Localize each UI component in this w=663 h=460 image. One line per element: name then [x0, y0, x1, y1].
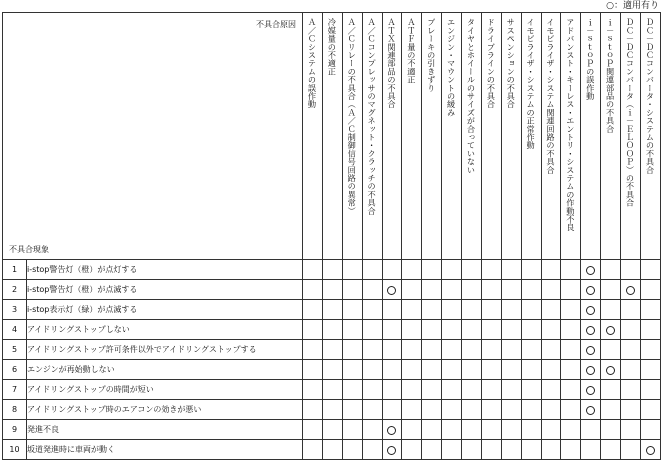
- applicability-cell: [501, 320, 521, 340]
- applicability-cell: [442, 420, 462, 440]
- row-number: 3: [3, 300, 27, 320]
- cause-label: エンジン・マウントの緩み: [446, 18, 457, 117]
- cause-label: イモビライザ・システム関連回路の不具合: [545, 18, 556, 174]
- cause-label: 冷媒量の不適正: [327, 18, 338, 76]
- applicability-cell: [581, 380, 601, 400]
- cause-header-12: [521, 13, 541, 260]
- applicability-cell: [621, 320, 641, 340]
- symptom-text: i-stop警告灯（橙）が点灯する: [27, 260, 303, 280]
- applicability-cell: [561, 400, 581, 420]
- applicability-cell: [521, 300, 541, 320]
- applicability-cell: [382, 280, 402, 300]
- applicable-circle-icon: [586, 406, 595, 415]
- cause-header-11: [501, 13, 521, 260]
- applicability-cell: [322, 300, 342, 320]
- applicability-cell: [481, 340, 501, 360]
- applicability-cell: [640, 380, 660, 400]
- applicability-cell: [422, 280, 442, 300]
- applicability-cell: [481, 380, 501, 400]
- applicability-cell: [303, 300, 323, 320]
- applicability-cell: [322, 400, 342, 420]
- applicability-cell: [601, 280, 621, 300]
- applicability-cell: [462, 360, 482, 380]
- applicability-cell: [541, 380, 561, 400]
- applicability-cell: [481, 320, 501, 340]
- applicability-cell: [342, 320, 362, 340]
- applicability-cell: [481, 360, 501, 380]
- applicability-cell: [521, 360, 541, 380]
- cause-label: ドライブラインの不具合: [486, 18, 497, 109]
- applicability-cell: [422, 320, 442, 340]
- applicability-cell: [640, 280, 660, 300]
- applicability-cell: [442, 280, 462, 300]
- applicability-cell: [541, 420, 561, 440]
- symptom-text: アイドリングストップ許可条件以外でアイドリングストップする: [27, 340, 303, 360]
- symptom-text: エンジンが再始動しない: [27, 360, 303, 380]
- applicability-cell: [521, 400, 541, 420]
- applicability-cell: [362, 440, 382, 460]
- applicability-cell: [640, 260, 660, 280]
- applicability-cell: [521, 320, 541, 340]
- applicability-cell: [621, 340, 641, 360]
- applicability-cell: [362, 260, 382, 280]
- cause-label: ＡＴＸ関連部品の不具合: [386, 18, 397, 109]
- applicability-cell: [601, 360, 621, 380]
- applicability-cell: [501, 300, 521, 320]
- applicability-cell: [581, 440, 601, 460]
- cause-label: ＡＴＦ量の不適正: [406, 18, 417, 84]
- applicability-cell: [402, 320, 422, 340]
- header-row: [3, 13, 661, 260]
- cause-header-13: [541, 13, 561, 260]
- applicable-circle-icon: [586, 266, 595, 275]
- applicability-cell: [640, 400, 660, 420]
- applicability-cell: [621, 400, 641, 420]
- applicability-cell: [303, 340, 323, 360]
- applicability-cell: [640, 440, 660, 460]
- applicability-cell: [581, 400, 601, 420]
- symptom-text: アイドリングストップしない: [27, 320, 303, 340]
- applicability-cell: [621, 300, 641, 320]
- applicability-cell: [442, 260, 462, 280]
- row-number: 1: [3, 260, 27, 280]
- applicability-cell: [621, 440, 641, 460]
- table-row: [3, 440, 661, 460]
- cause-label: ブレーキの引きずり: [426, 18, 437, 92]
- applicability-cell: [442, 300, 462, 320]
- applicability-cell: [322, 440, 342, 460]
- cause-header-18: [640, 13, 660, 260]
- cause-label: ＤＣ－ＤＣコンバータ（ｉ－ＥＬＯＯＰ）の不具合: [625, 18, 636, 207]
- applicability-cell: [442, 400, 462, 420]
- applicability-cell: [541, 260, 561, 280]
- cause-header-7: [422, 13, 442, 260]
- symptom-text: i-stop表示灯（緑）が点滅する: [27, 300, 303, 320]
- applicable-circle-icon: [586, 286, 595, 295]
- applicability-cell: [601, 300, 621, 320]
- table-row: [3, 400, 661, 420]
- applicable-circle-icon: [387, 286, 396, 295]
- applicability-cell: [342, 300, 362, 320]
- applicability-cell: [581, 280, 601, 300]
- symptom-axis-label: 不具合現象: [9, 245, 49, 254]
- applicability-cell: [462, 340, 482, 360]
- applicability-cell: [382, 300, 402, 320]
- cause-header-16: [601, 13, 621, 260]
- cause-header-15: [581, 13, 601, 260]
- applicability-cell: [342, 360, 362, 380]
- applicability-cell: [422, 260, 442, 280]
- applicability-cell: [362, 400, 382, 420]
- applicability-cell: [581, 360, 601, 380]
- cause-label: Ａ／Ｃリレーの不具合（Ａ／Ｃ制御信号回路の異常）: [347, 18, 358, 215]
- applicability-cell: [402, 360, 422, 380]
- applicability-cell: [581, 340, 601, 360]
- applicable-circle-icon: [586, 326, 595, 335]
- applicability-cell: [382, 320, 402, 340]
- applicability-cell: [362, 320, 382, 340]
- applicability-cell: [402, 440, 422, 460]
- cause-label: アドバンスト・キーレス・エントリ・システムの作動不良: [565, 18, 576, 232]
- applicability-cell: [382, 380, 402, 400]
- applicability-cell: [342, 380, 362, 400]
- applicability-cell: [322, 320, 342, 340]
- applicability-cell: [362, 280, 382, 300]
- symptom-text: i-stop警告灯（橙）が点滅する: [27, 280, 303, 300]
- applicability-cell: [521, 280, 541, 300]
- applicability-cell: [621, 420, 641, 440]
- applicability-cell: [481, 440, 501, 460]
- applicability-cell: [541, 340, 561, 360]
- applicability-cell: [501, 280, 521, 300]
- applicability-cell: [481, 280, 501, 300]
- applicable-circle-icon: [586, 366, 595, 375]
- row-number: 10: [3, 440, 27, 460]
- applicability-cell: [303, 280, 323, 300]
- applicability-cell: [501, 420, 521, 440]
- row-number: 9: [3, 420, 27, 440]
- applicability-cell: [462, 280, 482, 300]
- applicability-cell: [621, 380, 641, 400]
- cause-header-8: [442, 13, 462, 260]
- applicability-cell: [462, 320, 482, 340]
- cause-header-6: [402, 13, 422, 260]
- applicable-circle-icon: [606, 326, 615, 335]
- applicability-cell: [601, 340, 621, 360]
- legend: ○：適用有り: [606, 1, 659, 11]
- row-number: 5: [3, 340, 27, 360]
- applicability-cell: [541, 360, 561, 380]
- cause-axis-label: 不具合原因: [256, 20, 296, 29]
- row-number: 7: [3, 380, 27, 400]
- applicability-cell: [402, 280, 422, 300]
- applicability-cell: [501, 440, 521, 460]
- table-body: [3, 260, 661, 460]
- applicability-cell: [342, 340, 362, 360]
- applicability-cell: [481, 260, 501, 280]
- applicability-cell: [462, 400, 482, 420]
- applicability-cell: [640, 320, 660, 340]
- applicability-cell: [402, 400, 422, 420]
- row-number: 2: [3, 280, 27, 300]
- applicability-cell: [481, 300, 501, 320]
- cause-label: Ａ／Ｃコンプレッサのマグネット・クラッチの不具合: [367, 18, 378, 215]
- applicability-cell: [561, 360, 581, 380]
- applicability-cell: [362, 420, 382, 440]
- applicability-cell: [561, 440, 581, 460]
- applicability-cell: [561, 300, 581, 320]
- applicability-cell: [581, 260, 601, 280]
- applicability-cell: [462, 440, 482, 460]
- applicability-cell: [561, 280, 581, 300]
- applicability-cell: [382, 260, 402, 280]
- applicability-cell: [501, 260, 521, 280]
- applicability-cell: [501, 380, 521, 400]
- applicability-cell: [303, 440, 323, 460]
- applicability-cell: [382, 340, 402, 360]
- cause-symptom-table: [2, 12, 661, 460]
- table-row: [3, 260, 661, 280]
- applicability-cell: [601, 440, 621, 460]
- applicability-cell: [521, 440, 541, 460]
- applicability-cell: [402, 340, 422, 360]
- applicability-cell: [541, 280, 561, 300]
- applicability-cell: [462, 380, 482, 400]
- applicability-cell: [362, 340, 382, 360]
- applicability-cell: [481, 420, 501, 440]
- applicability-cell: [402, 300, 422, 320]
- applicability-cell: [561, 340, 581, 360]
- cause-label: ｉ－ｓｔｏｐ関連部品の不具合: [605, 18, 616, 133]
- table-row: [3, 300, 661, 320]
- applicability-cell: [481, 400, 501, 420]
- applicability-cell: [561, 380, 581, 400]
- applicable-circle-icon: [586, 306, 595, 315]
- applicability-cell: [322, 380, 342, 400]
- applicability-cell: [422, 380, 442, 400]
- applicability-cell: [303, 320, 323, 340]
- applicability-cell: [442, 380, 462, 400]
- applicability-cell: [303, 360, 323, 380]
- applicability-cell: [640, 340, 660, 360]
- applicability-cell: [521, 380, 541, 400]
- row-number: 6: [3, 360, 27, 380]
- applicability-cell: [422, 440, 442, 460]
- table-row: [3, 340, 661, 360]
- applicability-cell: [541, 320, 561, 340]
- symptom-text: 坂道発進時に車両が動く: [27, 440, 303, 460]
- corner-header: [3, 13, 303, 260]
- applicability-cell: [541, 440, 561, 460]
- cause-header-9: [462, 13, 482, 260]
- applicability-cell: [561, 260, 581, 280]
- cause-label: イモビライザ・システムの正常作動: [526, 18, 537, 150]
- applicability-cell: [422, 360, 442, 380]
- applicability-cell: [601, 320, 621, 340]
- applicability-cell: [442, 320, 462, 340]
- applicability-cell: [442, 360, 462, 380]
- applicability-cell: [362, 380, 382, 400]
- applicability-cell: [422, 340, 442, 360]
- symptom-text: 発進不良: [27, 420, 303, 440]
- cause-header-5: [382, 13, 402, 260]
- applicability-cell: [561, 320, 581, 340]
- table-row: [3, 380, 661, 400]
- applicability-cell: [521, 260, 541, 280]
- applicability-cell: [442, 440, 462, 460]
- cause-header-1: [303, 13, 323, 260]
- applicability-cell: [462, 300, 482, 320]
- applicability-cell: [521, 340, 541, 360]
- applicability-cell: [640, 300, 660, 320]
- applicable-circle-icon: [606, 366, 615, 375]
- applicability-cell: [621, 280, 641, 300]
- applicability-cell: [362, 300, 382, 320]
- applicability-cell: [342, 280, 362, 300]
- applicability-cell: [342, 260, 362, 280]
- applicability-cell: [322, 340, 342, 360]
- applicability-cell: [322, 280, 342, 300]
- cause-label: ＤＣ－ＤＣコンバータ・システムの不具合: [645, 18, 656, 174]
- applicability-cell: [322, 360, 342, 380]
- applicability-cell: [303, 400, 323, 420]
- applicability-cell: [382, 360, 402, 380]
- cause-header-17: [621, 13, 641, 260]
- applicability-cell: [541, 400, 561, 420]
- applicability-cell: [601, 400, 621, 420]
- applicability-cell: [501, 360, 521, 380]
- cause-header-14: [561, 13, 581, 260]
- applicability-cell: [322, 420, 342, 440]
- applicable-circle-icon: [387, 446, 396, 455]
- applicability-cell: [322, 260, 342, 280]
- applicability-cell: [601, 420, 621, 440]
- applicability-cell: [601, 260, 621, 280]
- cause-header-3: [342, 13, 362, 260]
- applicable-circle-icon: [626, 286, 635, 295]
- cause-header-2: [322, 13, 342, 260]
- applicability-cell: [362, 360, 382, 380]
- applicability-cell: [303, 260, 323, 280]
- applicability-cell: [561, 420, 581, 440]
- applicability-cell: [382, 420, 402, 440]
- applicability-cell: [581, 420, 601, 440]
- applicability-cell: [342, 400, 362, 420]
- applicability-cell: [342, 420, 362, 440]
- applicability-cell: [581, 320, 601, 340]
- applicability-cell: [342, 440, 362, 460]
- applicability-cell: [581, 300, 601, 320]
- table-row: [3, 320, 661, 340]
- applicability-cell: [621, 260, 641, 280]
- applicability-cell: [422, 300, 442, 320]
- table-row: [3, 280, 661, 300]
- cause-label: Ａ／Ｃシステムの誤作動: [307, 18, 318, 109]
- applicability-cell: [621, 360, 641, 380]
- applicability-cell: [382, 440, 402, 460]
- applicability-cell: [462, 260, 482, 280]
- symptom-text: アイドリングストップ時のエアコンの効きが悪い: [27, 400, 303, 420]
- cause-label: タイヤとホイールのサイズが合っていない: [466, 18, 477, 174]
- applicability-cell: [422, 420, 442, 440]
- applicable-circle-icon: [586, 386, 595, 395]
- applicable-circle-icon: [387, 426, 396, 435]
- applicability-cell: [402, 420, 422, 440]
- cause-label: サスペンションの不具合: [506, 18, 517, 109]
- applicability-cell: [442, 340, 462, 360]
- applicability-cell: [402, 380, 422, 400]
- cause-label: ｉ－ｓｔｏｐの誤作動: [585, 18, 596, 100]
- cause-header-10: [481, 13, 501, 260]
- applicability-cell: [402, 260, 422, 280]
- applicability-cell: [303, 420, 323, 440]
- applicability-cell: [640, 420, 660, 440]
- applicable-circle-icon: [646, 446, 655, 455]
- applicability-cell: [640, 360, 660, 380]
- applicability-cell: [501, 400, 521, 420]
- applicability-cell: [462, 420, 482, 440]
- applicability-cell: [521, 420, 541, 440]
- table-row: [3, 420, 661, 440]
- applicable-circle-icon: [586, 346, 595, 355]
- row-number: 8: [3, 400, 27, 420]
- applicability-cell: [501, 340, 521, 360]
- applicability-cell: [422, 400, 442, 420]
- table-row: [3, 360, 661, 380]
- applicability-cell: [382, 400, 402, 420]
- cause-header-4: [362, 13, 382, 260]
- applicability-cell: [541, 300, 561, 320]
- applicability-cell: [303, 380, 323, 400]
- row-number: 4: [3, 320, 27, 340]
- symptom-text: アイドリングストップの時間が短い: [27, 380, 303, 400]
- applicability-cell: [601, 380, 621, 400]
